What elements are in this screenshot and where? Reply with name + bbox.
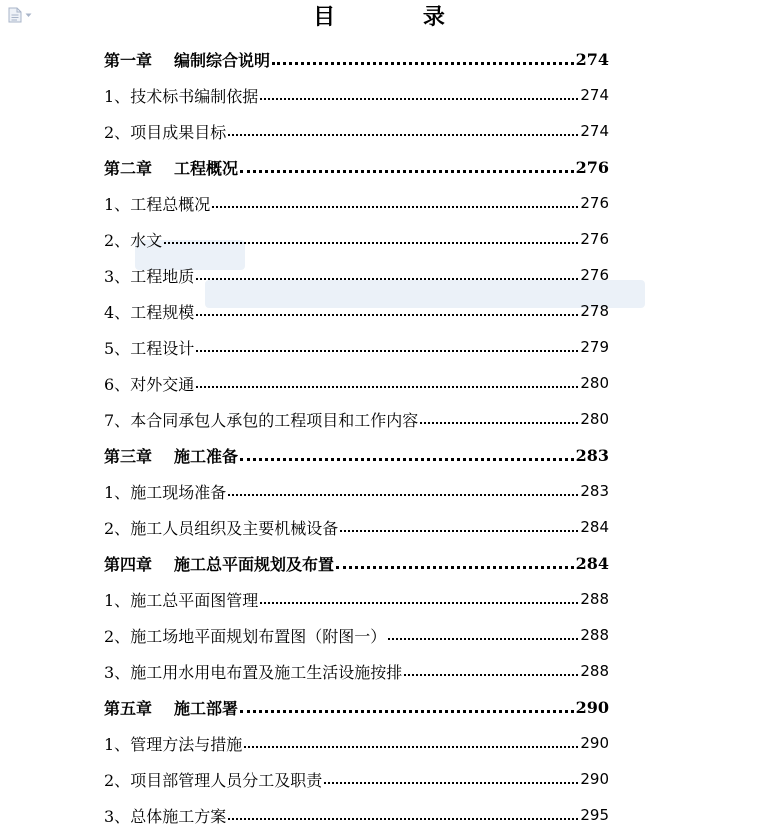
toc-entry-number: 1、 <box>104 734 131 754</box>
toc-entry-number: 3、 <box>104 266 131 286</box>
toc-leader-dots <box>240 694 574 713</box>
toc-entry-label <box>104 264 194 287</box>
toc-entry-number: 第二章 <box>104 158 153 178</box>
toc-item-row[interactable] <box>104 365 609 401</box>
toc-page-number: 276 <box>580 266 609 284</box>
toc-entry-text: 本合同承包人承包的工程项目和工作内容 <box>130 410 419 430</box>
toc-page-number: 276 <box>575 157 609 177</box>
toc-leader-dots <box>420 406 578 424</box>
toc-entry-label <box>104 804 226 827</box>
toc-entry-text: 施工现场准备 <box>130 482 227 502</box>
toc-item-row[interactable] <box>104 185 609 221</box>
toc-leader-dots <box>240 442 574 461</box>
toc-entry-number: 第一章 <box>104 50 153 70</box>
toc-entry-label <box>104 696 238 719</box>
toc-leader-dots <box>260 82 578 100</box>
toc-page-number: 280 <box>580 410 609 428</box>
toc-entry-text: 编制综合说明 <box>174 50 271 70</box>
toc-entry-label <box>104 444 238 467</box>
toc-item-row[interactable] <box>104 113 609 149</box>
toc-leader-dots <box>336 550 574 569</box>
toc-entry-label <box>104 84 258 107</box>
toc-entry-label <box>104 156 238 179</box>
toc-leader-dots <box>260 586 578 604</box>
toc-entry-number: 1、 <box>104 194 131 214</box>
toc-leader-dots <box>196 334 578 352</box>
toc-leader-dots <box>272 46 574 65</box>
toc-leader-dots <box>164 226 578 244</box>
toc-entry-number: 2、 <box>104 626 131 646</box>
toc-page-number: 274 <box>580 122 609 140</box>
toc-entry-number: 6、 <box>104 374 131 394</box>
toc-page-number: 276 <box>580 230 609 248</box>
toc-chapter-row[interactable] <box>104 689 609 725</box>
toc-entry-label <box>104 480 226 503</box>
toc-page-number: 274 <box>580 86 609 104</box>
toc-entry-text: 工程总概况 <box>130 194 211 214</box>
toc-entry-number: 5、 <box>104 338 131 358</box>
toc-entry-text: 工程概况 <box>174 158 239 178</box>
toc-entry-text: 技术标书编制依据 <box>130 86 259 106</box>
toc-page-number: 284 <box>580 518 609 536</box>
toc-page-number: 283 <box>580 482 609 500</box>
toc-entry-number: 第三章 <box>104 446 153 466</box>
toc-entry-label <box>104 552 334 575</box>
toc-page-number: 288 <box>580 662 609 680</box>
toc-entry-text: 工程规模 <box>130 302 195 322</box>
toc-entry-text: 项目部管理人员分工及职责 <box>130 770 323 790</box>
toc-page-number: 279 <box>580 338 609 356</box>
toc-entry-text: 施工总平面规划及布置 <box>174 554 335 574</box>
toc-page-number: 290 <box>575 697 609 717</box>
toc-entry-number: 3、 <box>104 806 131 826</box>
toc-page-number: 288 <box>580 626 609 644</box>
toc-entry-text: 水文 <box>130 230 163 250</box>
toc-leader-dots <box>340 514 578 532</box>
toc-entry-number: 2、 <box>104 122 131 142</box>
toc-leader-dots <box>228 118 578 136</box>
toc-item-row[interactable] <box>104 221 609 257</box>
toc-leader-dots <box>212 190 578 208</box>
toc-entry-label <box>104 336 194 359</box>
toc-chapter-row[interactable] <box>104 149 609 185</box>
toc-page-number: 283 <box>575 445 609 465</box>
toc-entry-label <box>104 660 402 683</box>
toc-leader-dots <box>324 766 578 784</box>
toc-entry-label <box>104 300 194 323</box>
toc-entry-label <box>104 192 210 215</box>
toc-item-row[interactable] <box>104 77 609 113</box>
toc-item-row[interactable] <box>104 653 609 689</box>
toc-page-number: 274 <box>575 49 609 69</box>
toc-item-row[interactable] <box>104 329 609 365</box>
toc-chapter-row[interactable] <box>104 545 609 581</box>
toc-entry-label <box>104 48 270 71</box>
toc-leader-dots <box>196 298 578 316</box>
toc-entry-number: 1、 <box>104 86 131 106</box>
toc-page-number: 276 <box>580 194 609 212</box>
toc-item-row[interactable] <box>104 725 609 761</box>
toc-leader-dots <box>240 154 574 173</box>
toc-leader-dots <box>228 478 578 496</box>
toc-page-number: 290 <box>580 734 609 752</box>
toc-leader-dots <box>228 802 578 820</box>
toc-entry-text: 施工人员组织及主要机械设备 <box>130 518 339 538</box>
toc-entry-label <box>104 624 386 647</box>
toc-entry-label <box>104 372 194 395</box>
toc-entry-text: 施工场地平面规划布置图（附图一） <box>130 626 387 646</box>
toc-entry-label <box>104 588 258 611</box>
toc-entry-text: 总体施工方案 <box>130 806 227 826</box>
toc-item-row[interactable] <box>104 761 609 797</box>
toc-entry-number: 2、 <box>104 518 131 538</box>
toc-page-number: 290 <box>580 770 609 788</box>
toc-entry-number: 2、 <box>104 770 131 790</box>
toc-entry-text: 管理方法与措施 <box>130 734 243 754</box>
toc-entry-text: 施工总平面图管理 <box>130 590 259 610</box>
toc-entry-number: 7、 <box>104 410 131 430</box>
table-of-contents <box>104 41 609 833</box>
toc-entry-text: 施工部署 <box>174 698 239 718</box>
toc-entry-number: 3、 <box>104 662 131 682</box>
toc-item-row[interactable] <box>104 293 609 329</box>
toc-entry-text: 项目成果目标 <box>130 122 227 142</box>
page-title: 目 录 <box>313 4 485 30</box>
toc-chapter-row[interactable] <box>104 41 609 77</box>
toc-entry-text: 对外交通 <box>130 374 195 394</box>
toc-page-number: 295 <box>580 806 609 824</box>
toc-entry-text: 工程地质 <box>130 266 195 286</box>
toc-entry-label <box>104 768 322 791</box>
toc-page-number: 284 <box>575 553 609 573</box>
toc-entry-label <box>104 408 418 431</box>
toc-page-number: 280 <box>580 374 609 392</box>
toc-leader-dots <box>244 730 578 748</box>
toc-entry-text: 施工用水用电布置及施工生活设施按排 <box>130 662 403 682</box>
toc-entry-label <box>104 732 242 755</box>
toc-item-row[interactable] <box>104 581 609 617</box>
toc-leader-dots <box>196 370 578 388</box>
toc-item-row[interactable] <box>104 473 609 509</box>
toc-entry-number: 1、 <box>104 482 131 502</box>
toc-leader-dots <box>388 622 578 640</box>
toc-entry-label <box>104 120 226 143</box>
toc-entry-text: 施工准备 <box>174 446 239 466</box>
toc-entry-text: 工程设计 <box>130 338 195 358</box>
toc-entry-number: 第五章 <box>104 698 153 718</box>
toc-entry-number: 4、 <box>104 302 131 322</box>
toc-entry-number: 1、 <box>104 590 131 610</box>
toc-entry-label <box>104 228 162 251</box>
toc-item-row[interactable] <box>104 617 609 653</box>
toc-entry-number: 2、 <box>104 230 131 250</box>
toc-page-number: 278 <box>580 302 609 320</box>
toc-item-row[interactable] <box>104 401 609 437</box>
toc-leader-dots <box>196 262 578 280</box>
toc-chapter-row[interactable] <box>104 437 609 473</box>
toc-entry-label <box>104 516 338 539</box>
toc-page-number: 288 <box>580 590 609 608</box>
toc-item-row[interactable] <box>104 509 609 545</box>
toc-item-row[interactable] <box>104 257 609 293</box>
toc-leader-dots <box>404 658 578 676</box>
toc-entry-number: 第四章 <box>104 554 153 574</box>
